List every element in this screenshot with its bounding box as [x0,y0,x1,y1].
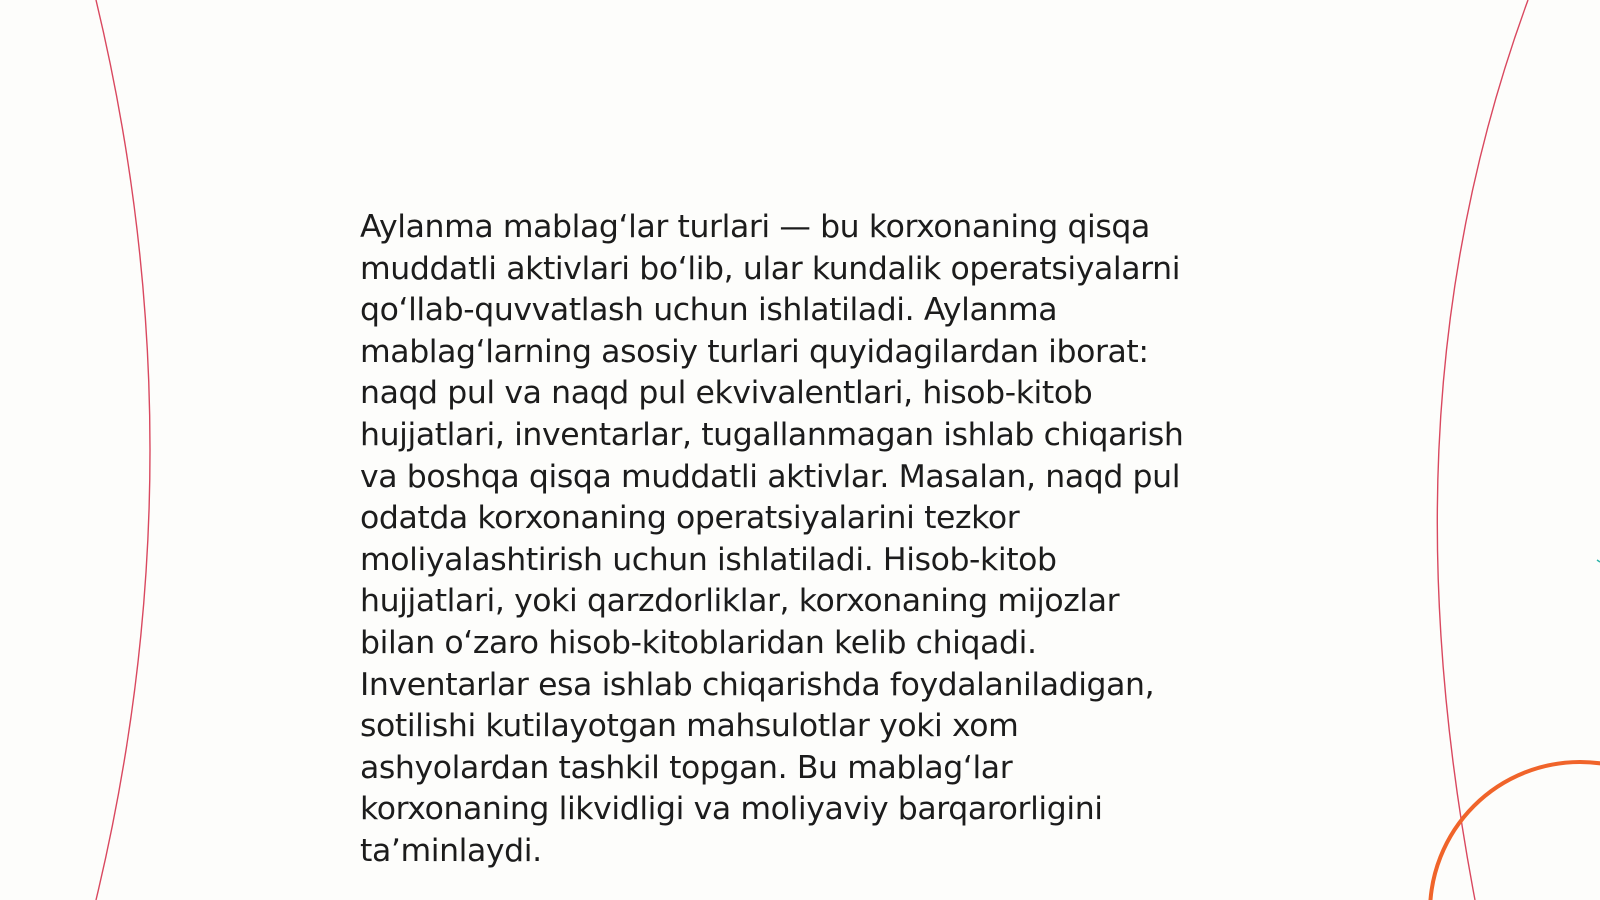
right-arc-line [1437,0,1528,900]
slide-body-text: Aylanma mablag‘lar turlari — bu korxonaning qisqa muddatli aktivlari bo‘lib, ular kundalik operatsiyalarni qo‘llab-quvvatlash uchun ishlatiladi. Aylanma mablag‘larning asosiy turlari quyidagilardan iborat: naqd pul va naqd pul ekvivalentlari, hisob-kitob hujjatlari, inventarlar, tugallanmagan ishlab chiqarish va boshqa qisqa muddatli aktivlar. Masalan, naqd pul odatda korxonaning operatsiyalarini tezkor moliyalashtirish uchun ishlatiladi. Hisob-kitob hujjatlari, yoki qarzdorliklar, korxonaning mijozlar bilan o‘zaro hisob-kitoblaridan kelib chiqadi. Inventarlar esa ishlab chiqarishda foydalaniladigan, sotilishi kutilayotgan mahsulotlar yoki xom ashyolardan tashkil topgan. Bu mablag‘lar korxonaning likvidligi va moliyaviy barqarorligini ta’minlaydi. [360,209,1184,869]
corner-circle [1430,762,1600,900]
left-arc-line [96,0,150,900]
